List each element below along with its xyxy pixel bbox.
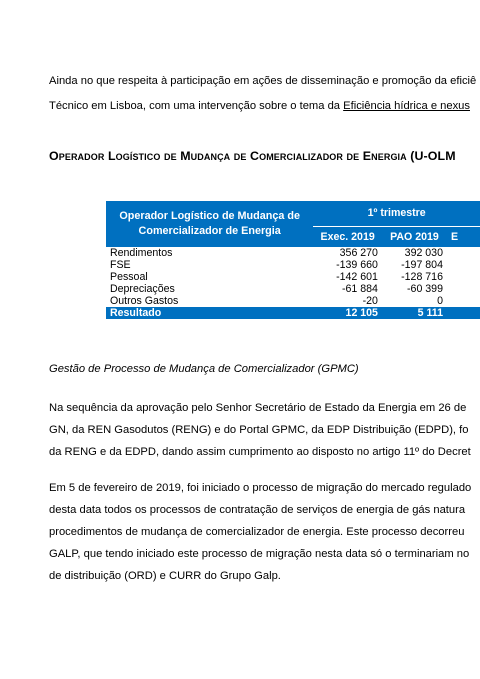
total-label: Resultado (106, 307, 313, 319)
cell-empty (447, 307, 480, 319)
cell-empty (447, 283, 480, 295)
paragraph-line: GALP, que tendo iniciado este processo de migração nesta data só o terminariam no (49, 548, 470, 560)
paragraph-line: Em 5 de fevereiro de 2019, foi iniciado o processo de migração do mercado regulado (49, 482, 472, 494)
cell-pao: -128 716 (401, 271, 443, 283)
row-label: Pessoal (110, 271, 148, 283)
paragraph-text: Técnico em Lisboa, com uma intervenção sobre o tema da (49, 100, 344, 112)
paragraph-line: de distribuição (ORD) e CURR do Grupo Galp. (49, 570, 281, 582)
cell-pao: -60 399 (407, 283, 443, 295)
table-total-row (106, 307, 480, 319)
paragraph-line: GN, da REN Gasodutos (RENG) e do Portal GPMC, da EDP Distribuição (EDPD), fo (49, 424, 469, 436)
table-row (106, 295, 480, 307)
cell-empty (447, 259, 480, 271)
paragraph-line: procedimentos de mudança de comercializador de energia. Este processo decorreu (49, 526, 465, 538)
total-pao: 5 111 (382, 307, 447, 319)
table-row (106, 247, 480, 259)
table-title-line: Operador Logístico de Mudança de (119, 210, 300, 222)
table-row (106, 271, 480, 283)
period-header: 1º trimestre (313, 201, 480, 226)
paragraph-line (49, 99, 470, 113)
cell-exec: -20 (362, 295, 378, 307)
paragraph-line: Na sequência da aprovação pelo Senhor Secretário de Estado da Energia em 26 de (49, 402, 467, 414)
subsection-title: Gestão de Processo de Mudança de Comercializador (GPMC) (49, 363, 359, 375)
column-header: E (447, 226, 480, 247)
row-label: Depreciações (110, 283, 175, 295)
cell-exec: -61 884 (342, 283, 378, 295)
cell-pao: 392 030 (404, 247, 443, 259)
financial-table (106, 201, 480, 319)
topic-link[interactable]: Eficiência hídrica e nexus (343, 100, 470, 112)
paragraph-line: da RENG e da EDPD, dando assim cumprimento ao disposto no artigo 11º do Decret (49, 446, 471, 458)
cell-empty (447, 271, 480, 283)
cell-exec: 356 270 (339, 247, 378, 259)
section-heading: Operador Logístico de Mudança de Comercializador de Energia (U-OLM (49, 149, 456, 163)
paragraph-line: desta data todos os processos de contratação de serviços de energia de gás natura (49, 504, 466, 516)
row-label: FSE (110, 259, 131, 271)
column-header: Exec. 2019 (313, 226, 382, 247)
cell-empty (447, 295, 480, 307)
paragraph-line: Ainda no que respeita à participação em ações de disseminação e promoção da eficiê (49, 75, 477, 87)
table-row (106, 283, 480, 295)
cell-pao: 0 (437, 295, 443, 307)
cell-exec: -139 660 (336, 259, 378, 271)
cell-exec: -142 601 (336, 271, 378, 283)
table-row (106, 259, 480, 271)
row-label: Rendimentos (110, 247, 173, 259)
cell-pao: -197 804 (401, 259, 443, 271)
total-exec: 12 105 (313, 307, 382, 319)
table-title-line: Comercializador de Energia (138, 225, 281, 237)
table-title-header (106, 201, 313, 247)
row-label: Outros Gastos (110, 295, 179, 307)
column-header: PAO 2019 (382, 226, 447, 247)
cell-empty (447, 247, 480, 259)
